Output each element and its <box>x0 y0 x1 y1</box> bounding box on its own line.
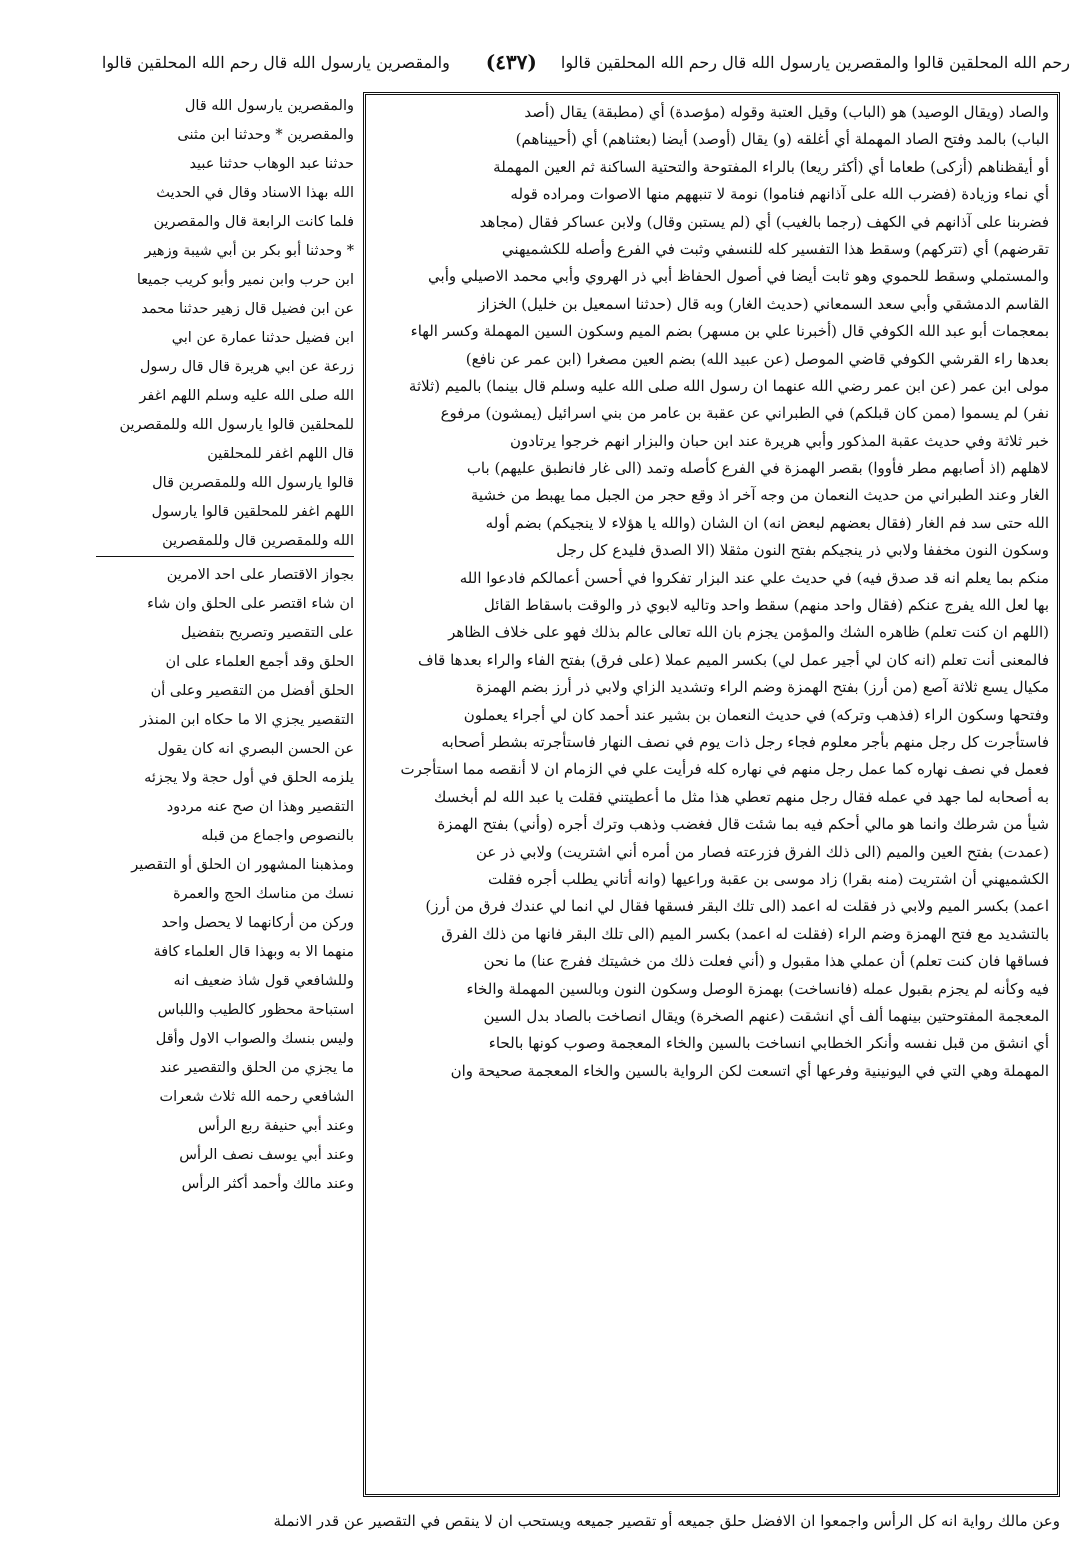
margin-text-line: فلما كانت الرابعة قال والمقصرين <box>153 214 354 230</box>
margin-text-line: * وحدثنا أبو بكر بن أبي شيبة وزهير <box>144 243 354 259</box>
main-text-line: الغار وعند الطبراني من حديث النعمان من وجه آخر اذ وقع حجر من الجبل مما يهبط من خشية <box>470 486 1049 505</box>
main-text-line: شيأ من شرطك وانما هو مالي أحكم فيه بما شئت قال فغضب وذهب وترك أجره (وأني) بفتح الهمزة <box>437 815 1049 834</box>
margin-text-line: الله صلى الله عليه وسلم اللهم اغفر <box>139 388 354 404</box>
margin-text-line: منهما الا به وبهذا قال العلماء كافة <box>153 944 354 960</box>
main-text-line: والصاد (ويقال الوصيد) هو (الباب) وقيل العتبة وقوله (مؤصدة) أي (مطبقة) يقال (أصد <box>524 103 1049 121</box>
main-text-line: نفر) لم يسموا (ممن كان قبلكم) في الطبراني عن عقبة بن عامر من بني اسرائيل (يمشون) مرفوع <box>440 404 1049 423</box>
main-text-line: مولى ابن عمر (عن ابن عمر رضي الله عنهما ان رسول الله صلى الله عليه وسلم قال بينما) بالميم (ثلاثة <box>408 376 1049 395</box>
main-text-line: أي انشق من قبل نفسه وأنكر الخطابي انساخت بالسين والخاء المعجمة وصوب كونها بالحاء <box>488 1034 1049 1053</box>
main-text-line: بعدها راء القرشي الكوفي قاضي الموصل (عن عبيد الله) بضم العين مصغرا (ابن عمر عن نافع) <box>465 349 1049 368</box>
footer-line: وعن مالك رواية انه كل الرأس واجمعوا ان الافضل حلق جميعه أو تقصير جميعه ويستحب ان لا ينقص في التقصير عن قدر الانملة <box>273 1512 1060 1530</box>
margin-text-line: بالنصوص واجماع من قبله <box>201 828 354 844</box>
margin-text-line: زرعة عن ابي هريرة قال قال رسول <box>139 359 354 375</box>
margin-text-line: وليس بنسك والصواب الاول وأقل <box>155 1031 354 1047</box>
margin-column <box>96 92 354 1497</box>
main-text-line: فضربنا على آذانهم في الكهف (رجما بالغيب) أي (لم يستبن وقال) ولابن عساكر فقال (مجاهد <box>479 212 1049 231</box>
main-text-line: فالمعنى أنت تعلم (انه كان لي أجير عمل لي) بكسر الميم عملا (على فرق) بفتح الفاء والراء بعدها قاف <box>418 650 1049 669</box>
margin-text-line: على التقصير وتصريح بتفضيل <box>180 625 354 641</box>
main-text-line: (عمدت) بفتح العين والميم (الى ذلك الفرق فزرعته فصار من أمره أني اشتريت) ولابي ذر عن <box>475 842 1049 861</box>
margin-text-line: الشافعي رحمه الله ثلاث شعرات <box>159 1089 354 1105</box>
margin-text-line: وعند أبي يوسف نصف الرأس <box>179 1147 354 1163</box>
main-text-line: مكيال يسع ثلاثة آصع (من أرز) بفتح الهمزة وضم الراء وتشديد الزاي ولابي ذر أرز بضم الهمزة <box>475 678 1049 697</box>
main-text-line: أو أيقظناهم (أزكى) طعاما أي (أكثر ريعا) بالراء المفتوحة والتحتية الساكنة ثم العين المهملة <box>493 157 1049 176</box>
main-text-line: والمستملي وسقط للحموي وهو ثابت أيضا في أصول الحفاظ أبي ذر الهروي وأبي محمد الاصيلي وأبي <box>428 267 1049 286</box>
margin-text-line: عن الحسن البصري انه كان يقول <box>157 741 354 757</box>
main-text-line: القاسم الدمشقي وأبي سعد السمعاني (حديث الغار) وبه قال (حدثنا اسمعيل بن خليل) الخزاز <box>478 294 1049 313</box>
margin-text-line: التقصير وهذا ان صح عنه مردود <box>166 799 354 815</box>
main-text-line: اعمد) بكسر الميم ولابي ذر فقلت له اعمد (الى تلك البقر فسقها فقال لي انما لي عندك فرق من أرز) <box>425 897 1049 916</box>
running-header <box>90 42 1070 82</box>
header-right-text: رحم الله المحلقين قالوا والمقصرين يارسول الله قال رحم الله المحلقين قالوا <box>560 52 1070 72</box>
margin-text-line: والمقصرين يارسول الله قال <box>184 98 354 114</box>
margin-text-line: للمحلقين قالوا يارسول الله وللمقصرين <box>119 417 354 433</box>
margin-text-line: التقصير يجزي الا ما حكاه ابن المنذر <box>140 712 354 728</box>
main-text-line: (اللهم ان كنت تعلم) ظاهره الشك والمؤمن يجزم بان الله تعالى عالم بذلك فهو على خلاف الظاهر <box>448 623 1049 642</box>
main-text-line: خبر ثلاثة وفي حديث عقبة المذكور وأبي هريرة عند ابن حبان والبزار انهم خرجوا يرتادون <box>509 431 1049 450</box>
main-text-line: منكم بما يعلم انه قد صدق فيه) في حديث علي عند البزار تفكروا في أحسن أعمالكم فادعوا الله <box>459 568 1049 587</box>
margin-text-line: قال اللهم اغفر للمحلقين <box>207 446 354 462</box>
margin-text-line: الحلق أفضل من التقصير وعلى أن <box>150 683 354 699</box>
margin-text-line: قالوا يارسول الله وللمقصرين قال <box>152 475 354 491</box>
margin-text-line: ان شاء اقتصر على الحلق وان شاء <box>147 596 354 612</box>
main-text-line: بها لعل الله يفرج عنكم (فقال واحد منهم) سقط واحد وتاليه لابوي ذر والوقت باسقاط القائل <box>483 596 1049 615</box>
margin-text-line: حدثنا عبد الوهاب حدثنا عبيد <box>189 156 354 172</box>
main-text-body <box>374 99 1049 1085</box>
margin-text-line: الله وللمقصرين قال وللمقصرين <box>162 533 354 549</box>
header-left-text: والمقصرين يارسول الله قال رحم الله المحلقين قالوا <box>101 52 450 72</box>
margin-text-line: ومذهبنا المشهور ان الحلق أو التقصير <box>131 857 354 873</box>
margin-text-line: وعند أبي حنيفة ربع الرأس <box>198 1118 354 1134</box>
margin-text-line: الحلق وقد أجمع العلماء على ان <box>165 654 354 670</box>
main-text-line: وفتحها وسكون الراء (فذهب وتركه) في حديث النعمان بن بشير عند أحمد كان لي أجراء يعملون <box>463 705 1049 724</box>
main-text-line: فعمل في نصف نهاره كما عمل رجل منهم في نهاره كله فرأيت علي في الزمام ان لا أنقصه مما استأجرت <box>400 760 1049 779</box>
margin-text-line: يلزمه الحلق في أول حجة ولا يجزئه <box>144 770 354 786</box>
main-text-line: تقرضهم) أي (تتركهم) وسقط هذا التفسير كله للنسفي وثبت في الفرع وأصله للكشميهني <box>501 239 1049 258</box>
margin-text-line: الله بهذا الاسناد وقال في الحديث <box>156 185 354 201</box>
margin-hadith-block <box>96 92 354 557</box>
margin-text-line: وللشافعي قول شاذ ضعيف انه <box>173 973 354 989</box>
margin-commentary-block <box>96 557 354 1199</box>
main-text-line: فيه وكأنه لم يجزم بقبول عمله (فانساخت) بهمزة الوصل وسكون النون وبالسين المهملة والخاء <box>466 979 1049 998</box>
margin-text-line: استباحة محظور كالطيب واللباس <box>157 1002 354 1018</box>
main-text-line: المعجمة المفتوحتين بينهما ألف أي انشقت (عنهم الصخرة) ويقال انصاخت بالصاد بدل السين <box>483 1006 1049 1025</box>
margin-text-line: ما يجزي من الحلق والتقصير عند <box>159 1060 354 1076</box>
margin-text-line: وعند مالك وأحمد أكثر الرأس <box>181 1176 354 1192</box>
main-text-line: به أصحابه لما جهد في عمله فقال رجل منهم تعطي هذا مثل ما أعطيتني فقلت يا عبد الله لم أبخسك <box>433 787 1049 806</box>
margin-text-line: عن ابن فضيل قال زهير حدثنا محمد <box>141 301 354 317</box>
main-text-frame <box>363 92 1060 1497</box>
main-text-line: الكشميهني أن اشتريت (منه بقرا) زاد موسى بن عقبة وراعيها (وانه أتاني يطلب أجره فقلت <box>488 869 1049 888</box>
margin-text-line: والمقصرين * وحدثنا ابن مثنى <box>177 127 354 143</box>
margin-text-line: نسك من مناسك الحج والعمرة <box>173 886 354 902</box>
main-text-line: الباب) بالمد وفتح الصاد المهملة أي أغلقه (و) يقال (أوصد) أيضا (بعثناهم) أي (أحييناهم) <box>515 130 1049 149</box>
margin-text-line: بجواز الاقتصار على احد الامرين <box>166 567 354 583</box>
main-text-line: أي نماء وزيادة (فضرب الله على آذانهم فناموا) نومة لا تنبههم منها الاصوات ومراده قوله <box>510 185 1049 204</box>
margin-text-line: ابن فضيل حدثنا عمارة عن ابي <box>171 330 354 346</box>
main-text-line: وسكون النون مخففا ولابي ذر ينجيكم بفتح النون مثقلا (الا الصدق فليدع كل رجل <box>556 541 1049 560</box>
main-text-line: فساقها فان كنت تعلم) أن عملي هذا مقبول و (أني فعلت ذلك من خشيتك ففرج عنا) ما نحن <box>483 952 1049 971</box>
main-text-line: لاهلهم (اذ أصابهم مطر فأووا) بقصر الهمزة في الفرع كأصله وتمد (الى غار فانطبق عليهم) باب <box>466 459 1049 478</box>
main-text-line: الله حتى سد فم الغار (فقال بعضهم لبعض انه) ان الشان (والله يا هؤلاء لا ينجيكم) بضم أوله <box>485 513 1049 532</box>
margin-text-line: وركن من أركانهما لا يحصل واحد <box>161 915 354 931</box>
page-number: (٤٣٧) <box>485 50 537 74</box>
margin-text-line: اللهم اغفر للمحلقين قالوا يارسول <box>151 504 354 520</box>
margin-text-line: ابن حرب وابن نمير وأبو كريب جميعا <box>136 272 354 288</box>
main-text-line: بالتشديد مع فتح الهمزة وضم الراء (فقلت له اعمد) بكسر الميم (الى تلك البقر فانها من ذلك الفرق <box>441 924 1049 943</box>
main-text-line: بمعجمات أبو عبد الله الكوفي قال (أخبرنا علي بن مسهر) بضم الميم وسكون السين المهملة وكسر الهاء <box>410 322 1049 341</box>
main-text-line: فاستأجرت كل رجل منهم بأجر معلوم فجاء رجل ذات يوم في نصف النهار فاستأجرته بشطر أصحابه <box>441 732 1049 751</box>
main-text-line: المهملة وهي التي في اليونينية وفرعها أي اتسعت لكن الرواية بالسين والخاء المعجمة صحيحة وان <box>450 1061 1049 1080</box>
